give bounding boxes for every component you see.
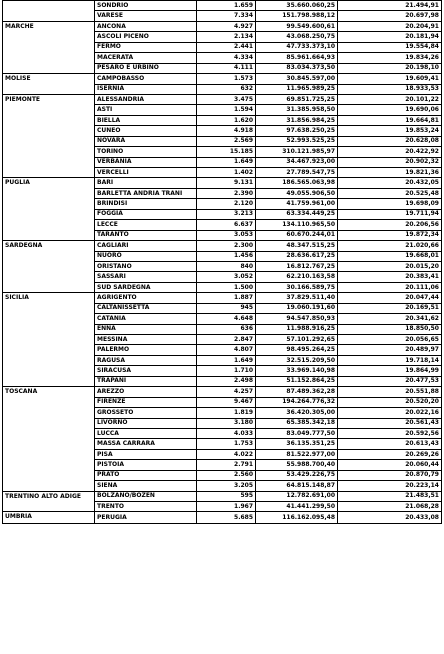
province-cell: BARI: [95, 178, 197, 188]
table-row: [3, 387, 442, 397]
count-cell: 1.620: [197, 115, 256, 125]
amount-cell: 28.636.617,25: [256, 251, 338, 261]
amount-cell: 116.162.095,48: [256, 512, 338, 523]
province-cell: ENNA: [95, 324, 197, 334]
amount-cell: 62.210.163,58: [256, 272, 338, 282]
province-cell: VARESE: [95, 11, 197, 21]
province-cell: TRENTO: [95, 502, 197, 512]
average-cell: 19.711,94: [338, 209, 442, 219]
average-cell: 19.872,34: [338, 230, 442, 240]
count-cell: 4.927: [197, 21, 256, 31]
amount-cell: 31.856.984,25: [256, 115, 338, 125]
amount-cell: 69.851.725,25: [256, 94, 338, 104]
amount-cell: 53.429.226,75: [256, 470, 338, 480]
amount-cell: 33.969.140,98: [256, 366, 338, 376]
average-cell: 20.520,20: [338, 397, 442, 407]
average-cell: 20.111,06: [338, 282, 442, 292]
average-cell: 19.664,81: [338, 115, 442, 125]
average-cell: 20.628,08: [338, 136, 442, 146]
amount-cell: 65.385.342,18: [256, 418, 338, 428]
province-cell: PISTOIA: [95, 460, 197, 470]
amount-cell: 47.733.373,10: [256, 42, 338, 52]
average-cell: 21.494,91: [338, 1, 442, 11]
average-cell: 19.718,14: [338, 355, 442, 365]
average-cell: 19.698,09: [338, 199, 442, 209]
average-cell: 20.870,79: [338, 470, 442, 480]
amount-cell: 34.467.923,00: [256, 157, 338, 167]
province-cell: BRINDISI: [95, 199, 197, 209]
amount-cell: 49.055.906,50: [256, 188, 338, 198]
province-cell: MACERATA: [95, 53, 197, 63]
province-cell: CAMPOBASSO: [95, 74, 197, 84]
average-cell: 20.181,94: [338, 32, 442, 42]
province-cell: VERCELLI: [95, 168, 197, 178]
average-cell: 19.821,36: [338, 168, 442, 178]
count-cell: 1.456: [197, 251, 256, 261]
province-cell: MASSA CARRARA: [95, 439, 197, 449]
province-cell: ALESSANDRIA: [95, 94, 197, 104]
amount-cell: 81.522.977,00: [256, 449, 338, 459]
count-cell: 3.180: [197, 418, 256, 428]
amount-cell: 186.565.063,98: [256, 178, 338, 188]
average-cell: 20.902,32: [338, 157, 442, 167]
province-cell: LUCCA: [95, 428, 197, 438]
count-cell: 632: [197, 84, 256, 94]
region-cell: PIEMONTE: [3, 94, 95, 178]
count-cell: 4.807: [197, 345, 256, 355]
average-cell: 21.020,66: [338, 241, 442, 251]
province-cell: SIRACUSA: [95, 366, 197, 376]
average-cell: 18.933,53: [338, 84, 442, 94]
count-cell: 7.334: [197, 11, 256, 21]
count-cell: 2.569: [197, 136, 256, 146]
average-cell: 21.483,51: [338, 491, 442, 501]
average-cell: 20.422,92: [338, 147, 442, 157]
average-cell: 20.056,65: [338, 335, 442, 345]
region-cell: SICILIA: [3, 293, 95, 387]
count-cell: 636: [197, 324, 256, 334]
average-cell: 20.169,51: [338, 303, 442, 313]
count-cell: 4.022: [197, 449, 256, 459]
region-cell: [3, 1, 95, 22]
table-row: [3, 1, 442, 11]
amount-cell: 52.993.525,25: [256, 136, 338, 146]
amount-cell: 30.845.597,00: [256, 74, 338, 84]
count-cell: 9.131: [197, 178, 256, 188]
count-cell: 1.500: [197, 282, 256, 292]
amount-cell: 11.965.989,25: [256, 84, 338, 94]
count-cell: 4.111: [197, 63, 256, 73]
average-cell: 19.853,24: [338, 126, 442, 136]
average-cell: 20.613,43: [338, 439, 442, 449]
province-cell: SUD SARDEGNA: [95, 282, 197, 292]
count-cell: 3.053: [197, 230, 256, 240]
province-cell: SIENA: [95, 481, 197, 491]
amount-cell: 55.988.700,40: [256, 460, 338, 470]
amount-cell: 30.166.589,75: [256, 282, 338, 292]
count-cell: 1.967: [197, 502, 256, 512]
count-cell: 1.649: [197, 355, 256, 365]
count-cell: 2.134: [197, 32, 256, 42]
province-cell: SONDRIO: [95, 1, 197, 11]
count-cell: 1.649: [197, 157, 256, 167]
average-cell: 20.432,05: [338, 178, 442, 188]
average-cell: 20.489,97: [338, 345, 442, 355]
province-cell: ISERNIA: [95, 84, 197, 94]
average-cell: 20.223,14: [338, 481, 442, 491]
average-cell: 20.561,43: [338, 418, 442, 428]
average-cell: 20.101,22: [338, 94, 442, 104]
amount-cell: 63.334.449,25: [256, 209, 338, 219]
average-cell: 20.198,10: [338, 63, 442, 73]
average-cell: 20.022,16: [338, 408, 442, 418]
average-cell: 20.015,20: [338, 261, 442, 271]
province-cell: FIRENZE: [95, 397, 197, 407]
count-cell: 1.573: [197, 74, 256, 84]
amount-cell: 151.798.988,12: [256, 11, 338, 21]
amount-cell: 41.441.299,50: [256, 502, 338, 512]
average-cell: 19.609,41: [338, 74, 442, 84]
average-cell: 20.269,26: [338, 449, 442, 459]
amount-cell: 32.515.209,50: [256, 355, 338, 365]
average-cell: 20.551,88: [338, 387, 442, 397]
average-cell: 18.850,50: [338, 324, 442, 334]
average-cell: 20.592,56: [338, 428, 442, 438]
table-row: [3, 21, 442, 31]
province-cell: BOLZANO/BOZEN: [95, 491, 197, 501]
count-cell: 4.918: [197, 126, 256, 136]
province-cell: LECCE: [95, 220, 197, 230]
province-cell: TRAPANI: [95, 376, 197, 386]
count-cell: 3.052: [197, 272, 256, 282]
amount-cell: 94.547.850,93: [256, 314, 338, 324]
amount-cell: 43.068.250,75: [256, 32, 338, 42]
count-cell: 15.185: [197, 147, 256, 157]
amount-cell: 12.782.691,00: [256, 491, 338, 501]
region-cell: PUGLIA: [3, 178, 95, 241]
average-cell: 19.554,84: [338, 42, 442, 52]
amount-cell: 35.660.060,25: [256, 1, 338, 11]
province-cell: LIVORNO: [95, 418, 197, 428]
amount-cell: 11.988.916,25: [256, 324, 338, 334]
table-row: [3, 512, 442, 523]
province-cell: GROSSETO: [95, 408, 197, 418]
amount-cell: 16.812.767,25: [256, 261, 338, 271]
amount-cell: 87.489.362,28: [256, 387, 338, 397]
province-cell: CAGLIARI: [95, 241, 197, 251]
count-cell: 4.033: [197, 428, 256, 438]
count-cell: 1.887: [197, 293, 256, 303]
average-cell: 20.047,44: [338, 293, 442, 303]
province-cell: VERBANIA: [95, 157, 197, 167]
province-cell: CATANIA: [95, 314, 197, 324]
count-cell: 3.475: [197, 94, 256, 104]
average-cell: 20.525,48: [338, 188, 442, 198]
amount-cell: 83.049.777,50: [256, 428, 338, 438]
table-row: [3, 178, 442, 188]
count-cell: 9.467: [197, 397, 256, 407]
table-row: [3, 293, 442, 303]
region-cell: SARDEGNA: [3, 241, 95, 293]
table-row: [3, 94, 442, 104]
count-cell: 595: [197, 491, 256, 501]
count-cell: 2.120: [197, 199, 256, 209]
regional-data-table: [2, 0, 442, 524]
table-body: [3, 1, 442, 524]
province-cell: SASSARI: [95, 272, 197, 282]
average-cell: 20.697,98: [338, 11, 442, 21]
table-row: [3, 241, 442, 251]
amount-cell: 19.060.191,60: [256, 303, 338, 313]
amount-cell: 36.420.305,00: [256, 408, 338, 418]
amount-cell: 99.549.600,61: [256, 21, 338, 31]
amount-cell: 85.961.664,93: [256, 53, 338, 63]
average-cell: 20.477,53: [338, 376, 442, 386]
province-cell: RAGUSA: [95, 355, 197, 365]
province-cell: PRATO: [95, 470, 197, 480]
amount-cell: 83.034.373,50: [256, 63, 338, 73]
amount-cell: 36.135.351,25: [256, 439, 338, 449]
amount-cell: 97.638.250,25: [256, 126, 338, 136]
count-cell: 1.819: [197, 408, 256, 418]
amount-cell: 31.385.958,50: [256, 105, 338, 115]
province-cell: TARANTO: [95, 230, 197, 240]
province-cell: CALTANISSETTA: [95, 303, 197, 313]
count-cell: 1.753: [197, 439, 256, 449]
count-cell: 945: [197, 303, 256, 313]
count-cell: 4.257: [197, 387, 256, 397]
count-cell: 2.847: [197, 335, 256, 345]
province-cell: PERUGIA: [95, 512, 197, 523]
province-cell: AREZZO: [95, 387, 197, 397]
province-cell: MESSINA: [95, 335, 197, 345]
amount-cell: 41.759.961,00: [256, 199, 338, 209]
region-cell: TRENTINO ALTO ADIGE: [3, 491, 95, 512]
count-cell: 2.791: [197, 460, 256, 470]
amount-cell: 48.347.515,25: [256, 241, 338, 251]
province-cell: BARLETTA ANDRIA TRANI: [95, 188, 197, 198]
count-cell: 4.334: [197, 53, 256, 63]
count-cell: 1.710: [197, 366, 256, 376]
province-cell: FERMO: [95, 42, 197, 52]
count-cell: 4.648: [197, 314, 256, 324]
amount-cell: 134.110.965,50: [256, 220, 338, 230]
amount-cell: 194.264.776,32: [256, 397, 338, 407]
count-cell: 840: [197, 261, 256, 271]
province-cell: CUNEO: [95, 126, 197, 136]
count-cell: 2.300: [197, 241, 256, 251]
average-cell: 19.668,01: [338, 251, 442, 261]
table-row: [3, 491, 442, 501]
count-cell: 2.441: [197, 42, 256, 52]
province-cell: BIELLA: [95, 115, 197, 125]
average-cell: 20.206,56: [338, 220, 442, 230]
count-cell: 1.402: [197, 168, 256, 178]
province-cell: ORISTANO: [95, 261, 197, 271]
count-cell: 6.637: [197, 220, 256, 230]
province-cell: ANCONA: [95, 21, 197, 31]
count-cell: 5.685: [197, 512, 256, 523]
province-cell: PESARO E URBINO: [95, 63, 197, 73]
count-cell: 3.205: [197, 481, 256, 491]
average-cell: 20.383,41: [338, 272, 442, 282]
amount-cell: 37.829.511,40: [256, 293, 338, 303]
province-cell: NOVARA: [95, 136, 197, 146]
count-cell: 3.213: [197, 209, 256, 219]
province-cell: FOGGIA: [95, 209, 197, 219]
province-cell: NUORO: [95, 251, 197, 261]
average-cell: 19.834,26: [338, 53, 442, 63]
province-cell: AGRIGENTO: [95, 293, 197, 303]
amount-cell: 60.670.244,01: [256, 230, 338, 240]
average-cell: 20.433,08: [338, 512, 442, 523]
count-cell: 1.659: [197, 1, 256, 11]
province-cell: PALERMO: [95, 345, 197, 355]
province-cell: ASCOLI PICENO: [95, 32, 197, 42]
region-cell: TOSCANA: [3, 387, 95, 491]
average-cell: 21.068,28: [338, 502, 442, 512]
count-cell: 1.594: [197, 105, 256, 115]
region-cell: MARCHE: [3, 21, 95, 73]
amount-cell: 310.121.985,97: [256, 147, 338, 157]
table-row: [3, 74, 442, 84]
average-cell: 19.690,06: [338, 105, 442, 115]
region-cell: UMBRIA: [3, 512, 95, 523]
province-cell: TORINO: [95, 147, 197, 157]
amount-cell: 64.815.148,87: [256, 481, 338, 491]
average-cell: 19.864,99: [338, 366, 442, 376]
average-cell: 20.341,62: [338, 314, 442, 324]
province-cell: PISA: [95, 449, 197, 459]
province-cell: ASTI: [95, 105, 197, 115]
count-cell: 2.390: [197, 188, 256, 198]
amount-cell: 27.789.547,75: [256, 168, 338, 178]
amount-cell: 57.101.292,65: [256, 335, 338, 345]
amount-cell: 98.495.264,25: [256, 345, 338, 355]
region-cell: MOLISE: [3, 74, 95, 95]
count-cell: 2.560: [197, 470, 256, 480]
average-cell: 20.060,44: [338, 460, 442, 470]
amount-cell: 51.152.864,25: [256, 376, 338, 386]
count-cell: 2.498: [197, 376, 256, 386]
average-cell: 20.204,91: [338, 21, 442, 31]
